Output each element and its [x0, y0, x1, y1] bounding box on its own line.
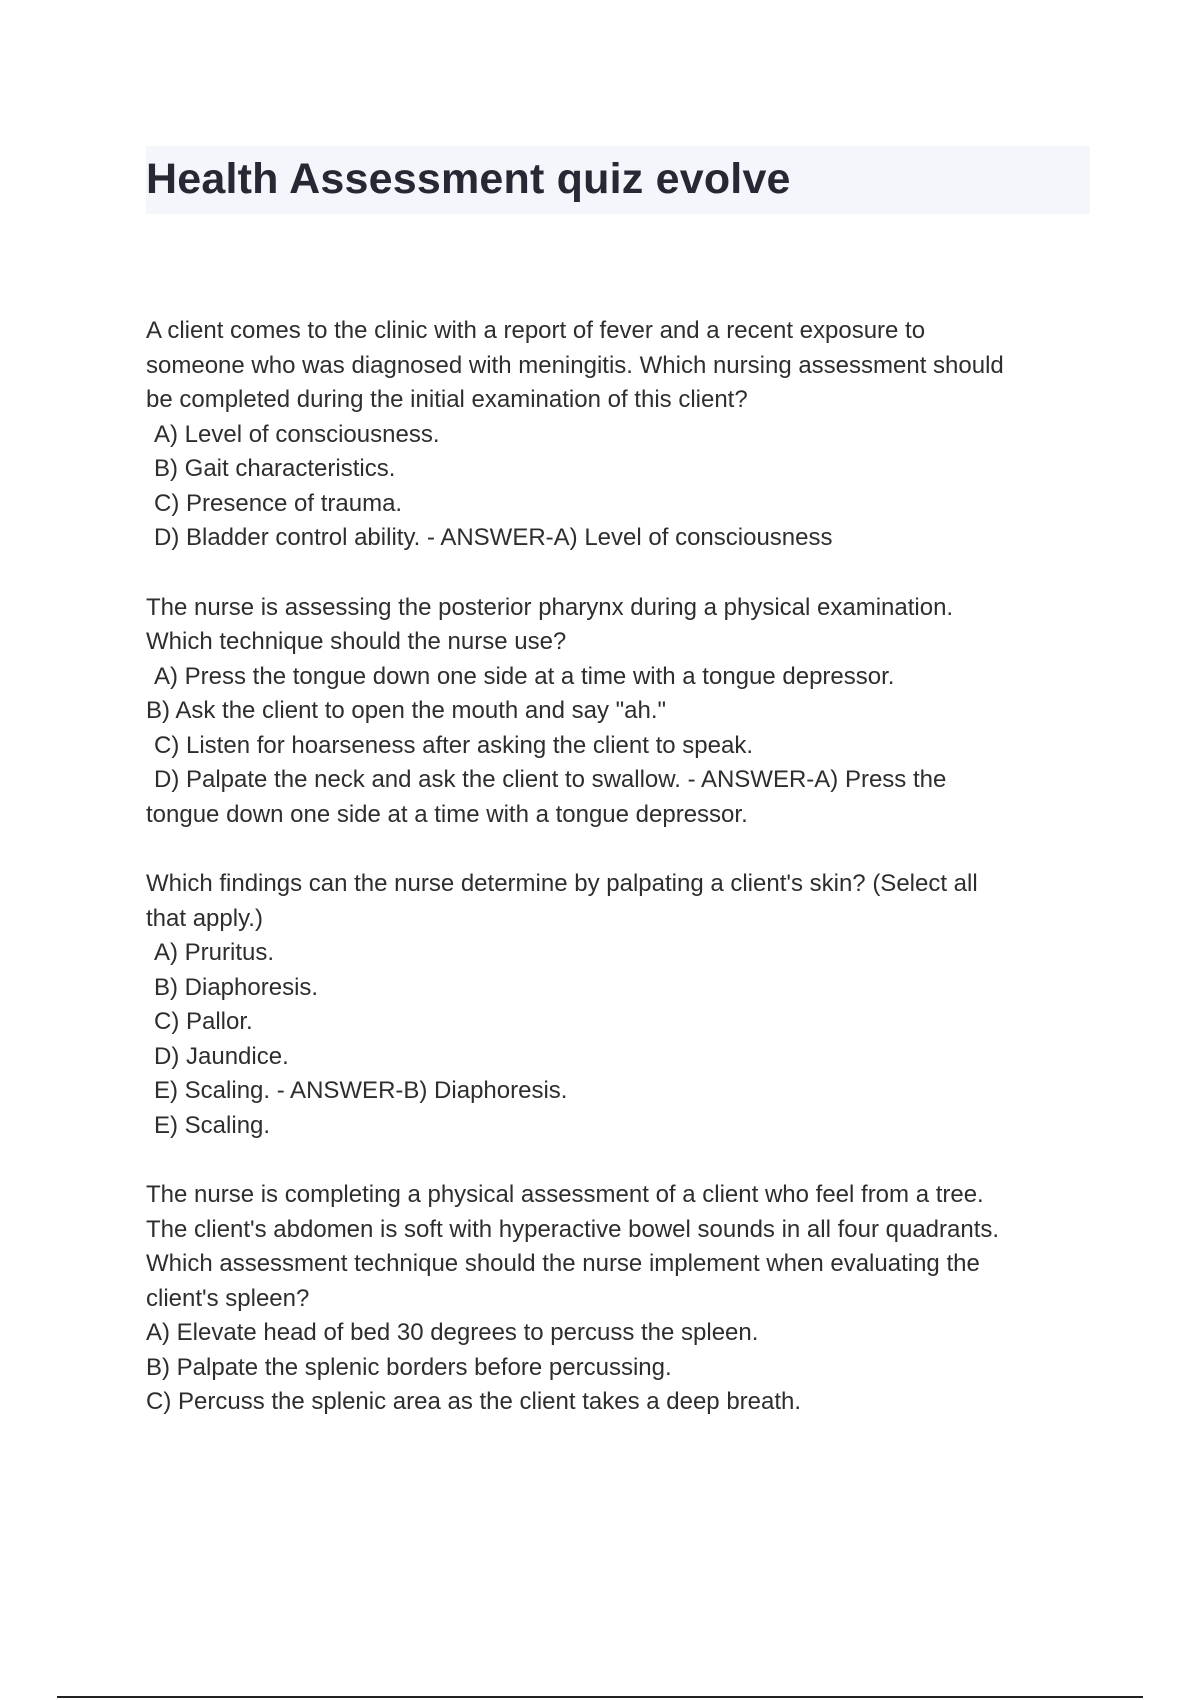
question-text-line: B) Diaphoresis. — [154, 973, 319, 1001]
question-text-line: tongue down one side at a time with a tongue depressor. — [146, 800, 748, 828]
footer-divider — [57, 1696, 1143, 1698]
question-text-line: A) Level of consciousness. — [154, 420, 440, 448]
question-text-line: that apply.) — [146, 904, 263, 932]
question-text-line: Which assessment technique should the nurse implement when evaluating the — [146, 1250, 980, 1277]
question-text-line: C) Pallor. — [154, 1008, 253, 1035]
question-text-line: A client comes to the clinic with a report of fever and a recent exposure to — [146, 317, 926, 344]
question-text-line: D) Palpate the neck and ask the client to swallow. - ANSWER-A) Press the — [154, 766, 947, 793]
question-text-line: client's spleen? — [146, 1284, 310, 1312]
question-text-line: B) Ask the client to open the mouth and say "ah." — [146, 697, 667, 724]
question-text-line: The nurse is assessing the posterior pharynx during a physical examination. — [146, 593, 954, 621]
question-text-line: C) Listen for hoarseness after asking the client to speak. — [154, 731, 753, 759]
title-banner — [146, 146, 1090, 214]
question-text-line: Which findings can the nurse determine by palpating a client's skin? (Select all — [146, 870, 978, 897]
question-text-line: D) Jaundice. — [154, 1042, 289, 1070]
question-text-line: C) Percuss the splenic area as the client takes a deep breath. — [146, 1388, 802, 1415]
question-text-line: someone who was diagnosed with meningitis. Which nursing assessment should — [146, 351, 1004, 379]
question-text-line: A) Pruritus. — [154, 939, 275, 966]
question-text-line: E) Scaling. — [154, 1111, 271, 1139]
question-block — [146, 314, 1091, 556]
question-block — [146, 1178, 1091, 1420]
question-text-line: The client's abdomen is soft with hyperactive bowel sounds in all four quadrants. — [146, 1215, 1000, 1243]
question-list — [146, 314, 1091, 1455]
question-text-line: C) Presence of trauma. — [154, 489, 403, 517]
question-text-line: D) Bladder control ability. - ANSWER-A) Level of consciousness — [154, 524, 833, 551]
question-text-line: The nurse is completing a physical assessment of a client who feel from a tree. — [146, 1181, 984, 1208]
question-text-line: B) Gait characteristics. — [154, 455, 396, 482]
question-block — [146, 591, 1091, 833]
question-text-line: be completed during the initial examination of this client? — [146, 386, 748, 413]
question-text-line: A) Press the tongue down one side at a time with a tongue depressor. — [154, 662, 895, 690]
question-block — [146, 867, 1091, 1143]
question-text-line: E) Scaling. - ANSWER-B) Diaphoresis. — [154, 1077, 568, 1104]
question-text-line: B) Palpate the splenic borders before percussing. — [146, 1353, 672, 1381]
document-title: Health Assessment quiz evolve — [146, 155, 791, 203]
question-text-line: A) Elevate head of bed 30 degrees to percuss the spleen. — [146, 1319, 759, 1346]
question-text-line: Which technique should the nurse use? — [146, 628, 567, 655]
